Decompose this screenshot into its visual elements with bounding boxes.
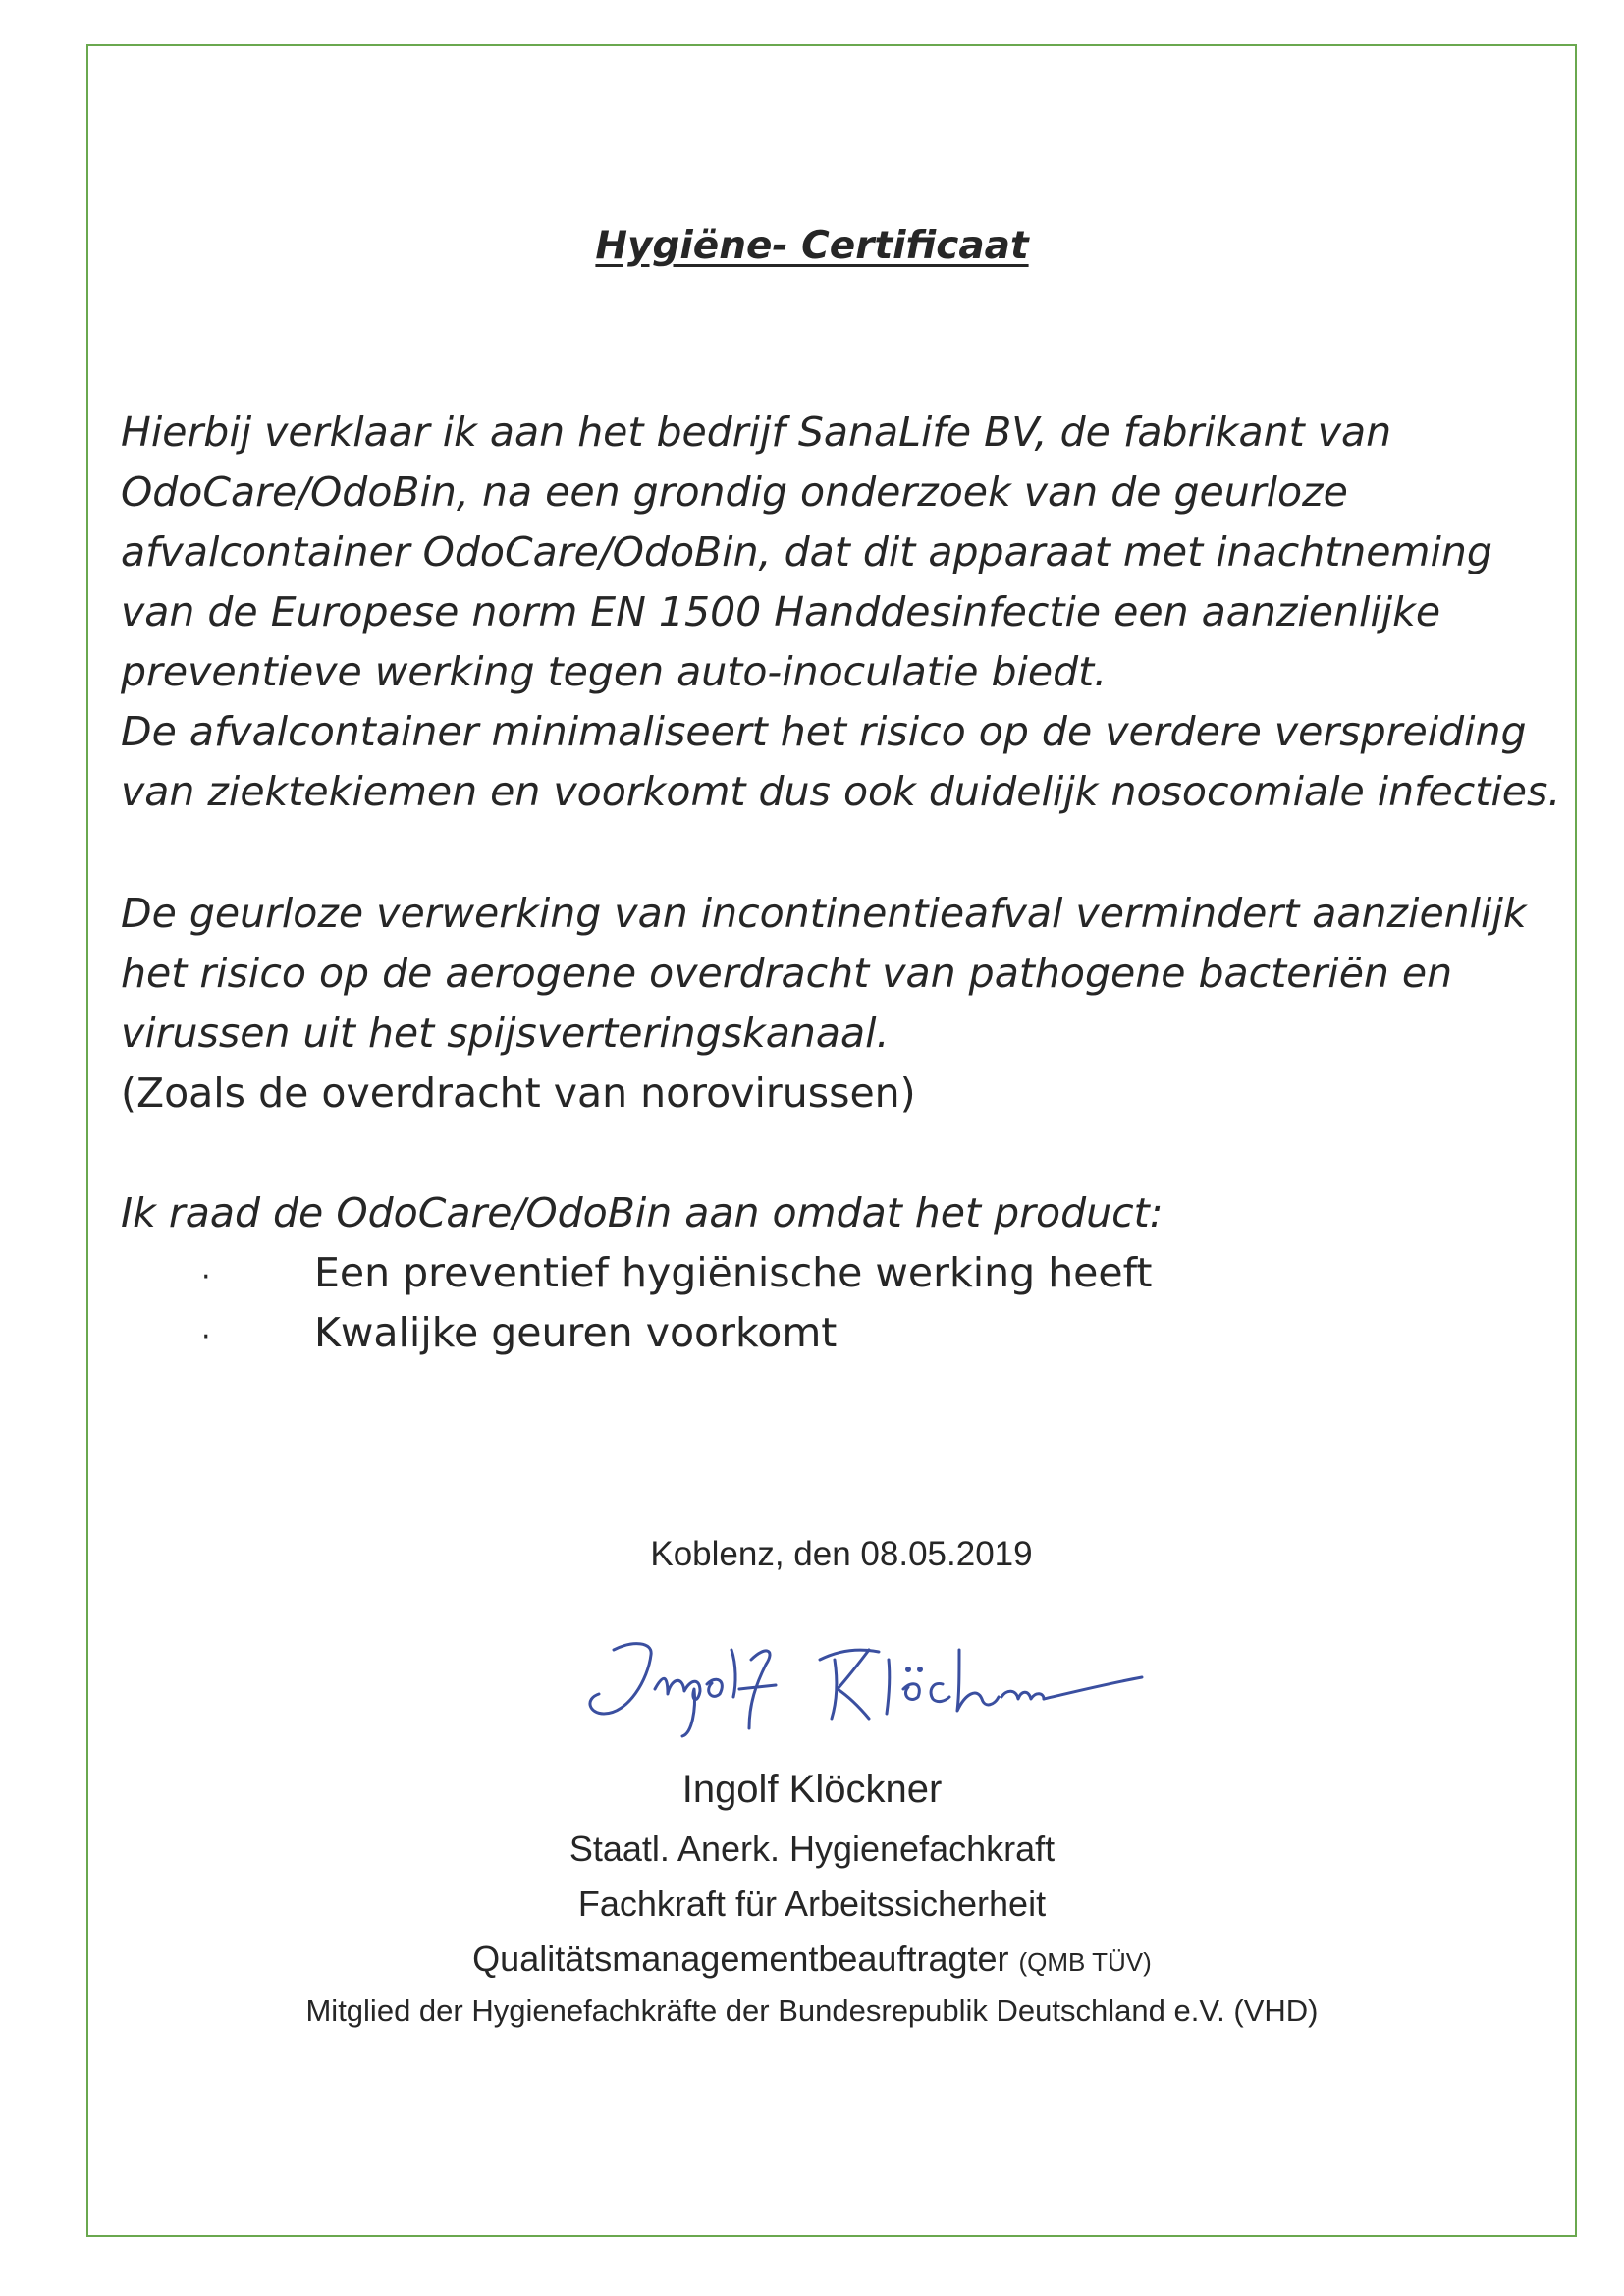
paragraph-line: virussen uit het spijsverteringskanaal. (121, 1010, 890, 1057)
bullet-text: Kwalijke geuren voorkomt (314, 1309, 838, 1356)
paragraph-declaration (121, 403, 1561, 822)
bullet-icon: · (201, 1260, 211, 1294)
paragraph-line: De geurloze verwerking van incontinentieafval vermindert aanzienlijk (121, 890, 1527, 937)
bullet-item (201, 1243, 1152, 1307)
paragraph-line: preventieve werking tegen auto-inoculatie biedt. (121, 648, 1108, 695)
signer-title-3-main: Qualitätsmanagementbeauftragter (472, 1939, 1009, 1979)
place-date: Koblenz, den 08.05.2019 (650, 1535, 1033, 1573)
bullet-icon: · (201, 1320, 211, 1354)
paragraph-line: van de Europese norm EN 1500 Handdesinfectie een aanzienlijke (121, 588, 1441, 635)
paragraph-line: het risico op de aerogene overdracht van pathogene bacteriën en (121, 950, 1453, 997)
paragraph-line: afvalcontainer OdoCare/OdoBin, dat dit apparaat met inachtneming (121, 528, 1492, 575)
bullet-text: Een preventief hygiënische werking heeft (314, 1249, 1153, 1296)
signer-name: Ingolf Klöckner (681, 1768, 943, 1811)
signer-title-3 (0, 1939, 1624, 1980)
signer-membership: Mitglied der Hygienefachkräfte der Bundesrepublik Deutschland e.V. (VHD) (305, 1994, 1319, 2028)
paragraph-line: De afvalcontainer minimaliseert het risico op de verdere verspreiding (121, 708, 1527, 755)
recommendation-intro (121, 1183, 1535, 1243)
paragraph-note: (Zoals de overdracht van norovirussen) (121, 1069, 916, 1117)
recommendation-intro-text: Ik raad de OdoCare/OdoBin aan omdat het product: (121, 1189, 1164, 1236)
signer-title-2: Fachkraft für Arbeitssicherheit (577, 1884, 1047, 1924)
paragraph-line: van ziektekiemen en voorkomt dus ook duidelijk nosocomiale infecties. (121, 768, 1561, 815)
bullet-item (201, 1303, 837, 1367)
signer-title-1: Staatl. Anerk. Hygienefachkraft (568, 1829, 1056, 1869)
signer-title-3-suffix: (QMB TÜV) (1018, 1947, 1152, 1977)
paragraph-odor-processing (121, 884, 1535, 1064)
handwritten-signature (574, 1620, 1144, 1748)
paragraph-line: Hierbij verklaar ik aan het bedrijf SanaLife BV, de fabrikant van (121, 409, 1392, 456)
document-title: Hygiëne- Certificaat (595, 224, 1029, 268)
paragraph-line: OdoCare/OdoBin, na een grondig onderzoek van de geurloze (121, 468, 1348, 516)
